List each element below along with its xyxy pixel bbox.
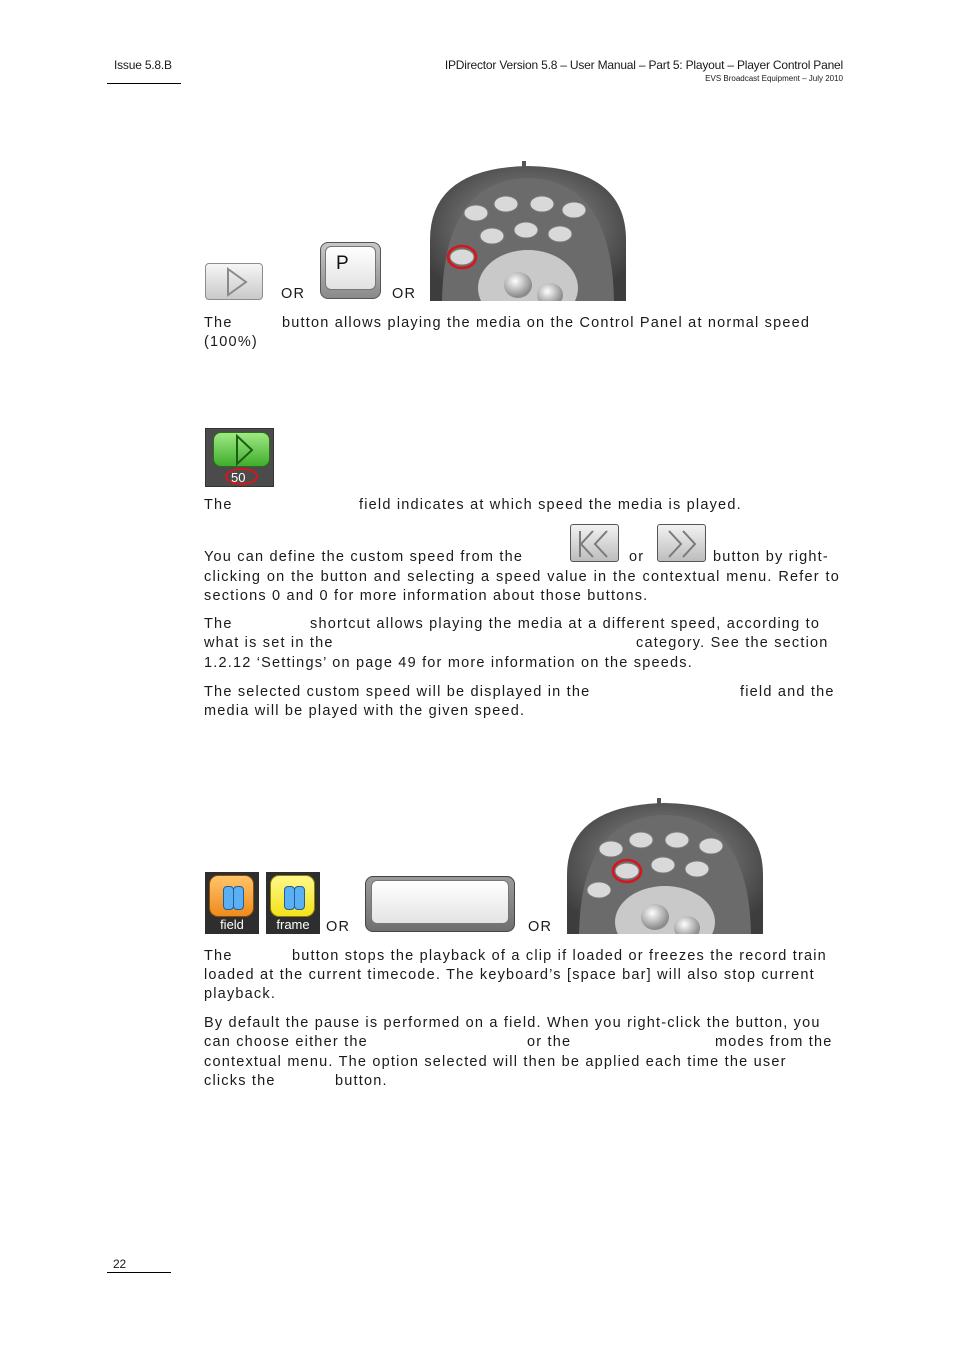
rewind-icon[interactable]: [570, 524, 619, 562]
selected-text-a: The selected custom speed will be displayed in the: [204, 684, 591, 700]
pause-default-c: or the: [527, 1034, 572, 1050]
pause-default-b: can choose either the: [204, 1034, 368, 1050]
or-label: OR: [281, 286, 306, 302]
shortcut-text-d: category. See the section: [636, 635, 829, 651]
speed-field: [205, 428, 274, 487]
pause-text-b: button stops the playback of a clip if loaded or freezes the record train: [292, 948, 827, 964]
speed-text-description: field indicates at which speed the media is played.: [359, 497, 742, 513]
pause-default-f: clicks the: [204, 1073, 276, 1089]
custom-text-c: clicking on the button and selecting a speed value in the contextual menu. Refer to sections 0 and 0 for more information about those buttons.: [204, 569, 840, 605]
play-text-the: The: [204, 315, 233, 331]
pause-icon: [209, 875, 254, 917]
or-label: OR: [326, 919, 351, 935]
pause-field-button[interactable]: [205, 872, 259, 934]
pause-default-g: button.: [335, 1073, 388, 1089]
issue-label: Issue 5.8.B: [114, 58, 172, 72]
pause-field-label: field: [220, 917, 244, 932]
pause-default-a: By default the pause is performed on a field. When you right-click the button, you: [204, 1015, 821, 1031]
shortcut-text-b: shortcut allows playing the media at a different speed, according to: [310, 616, 821, 632]
page-number: 22: [113, 1257, 126, 1271]
pause-frame-label: frame: [276, 917, 310, 932]
jog-controller-icon: [428, 160, 628, 301]
footer-rule: [107, 1272, 171, 1273]
play-speed-icon: [213, 432, 270, 467]
speed-text-the: The: [204, 497, 233, 513]
document-title: IPDirector Version 5.8 – User Manual – Part 5: Playout – Player Control Panel: [444, 58, 843, 72]
custom-text-a: You can define the custom speed from the: [204, 549, 524, 565]
p-key-letter: P: [336, 253, 349, 274]
jog-controller-icon: [565, 797, 765, 934]
pause-default-d: modes from the: [715, 1034, 833, 1050]
custom-text-or: or: [629, 549, 645, 565]
header-rule: [107, 83, 181, 84]
p-key-icon[interactable]: [320, 242, 381, 299]
play-icon[interactable]: [205, 263, 263, 300]
pause-frame-button[interactable]: [266, 872, 320, 934]
speed-value: 50: [231, 470, 246, 485]
or-label: OR: [528, 919, 553, 935]
highlight-ring: [225, 468, 258, 485]
custom-text-b: button by right-: [713, 549, 829, 565]
or-label: OR: [392, 286, 417, 302]
shortcut-text-c: what is set in the: [204, 635, 334, 651]
play-text-description: button allows playing the media on the Control Panel at normal speed: [282, 315, 811, 331]
selected-text-c: media will be played with the given speed.: [204, 703, 526, 719]
shortcut-text-e: 1.2.12 ‘Settings’ on page 49 for more information on the speeds.: [204, 655, 693, 671]
document-subtitle: EVS Broadcast Equipment – July 2010: [705, 74, 843, 83]
fast-forward-icon[interactable]: [657, 524, 706, 562]
space-bar-key-icon[interactable]: [365, 876, 515, 932]
pause-default-e: contextual menu. The option selected will then be applied each time the user: [204, 1054, 787, 1070]
pause-text-the: The: [204, 948, 233, 964]
shortcut-text-a: The: [204, 616, 233, 632]
pause-text-c: loaded at the current timecode. The keyboard’s [space bar] will also stop current: [204, 967, 815, 983]
pause-text-d: playback.: [204, 986, 277, 1002]
play-text-percent: (100%): [204, 334, 258, 350]
pause-icon: [270, 875, 315, 917]
selected-text-b: field and the: [740, 684, 835, 700]
